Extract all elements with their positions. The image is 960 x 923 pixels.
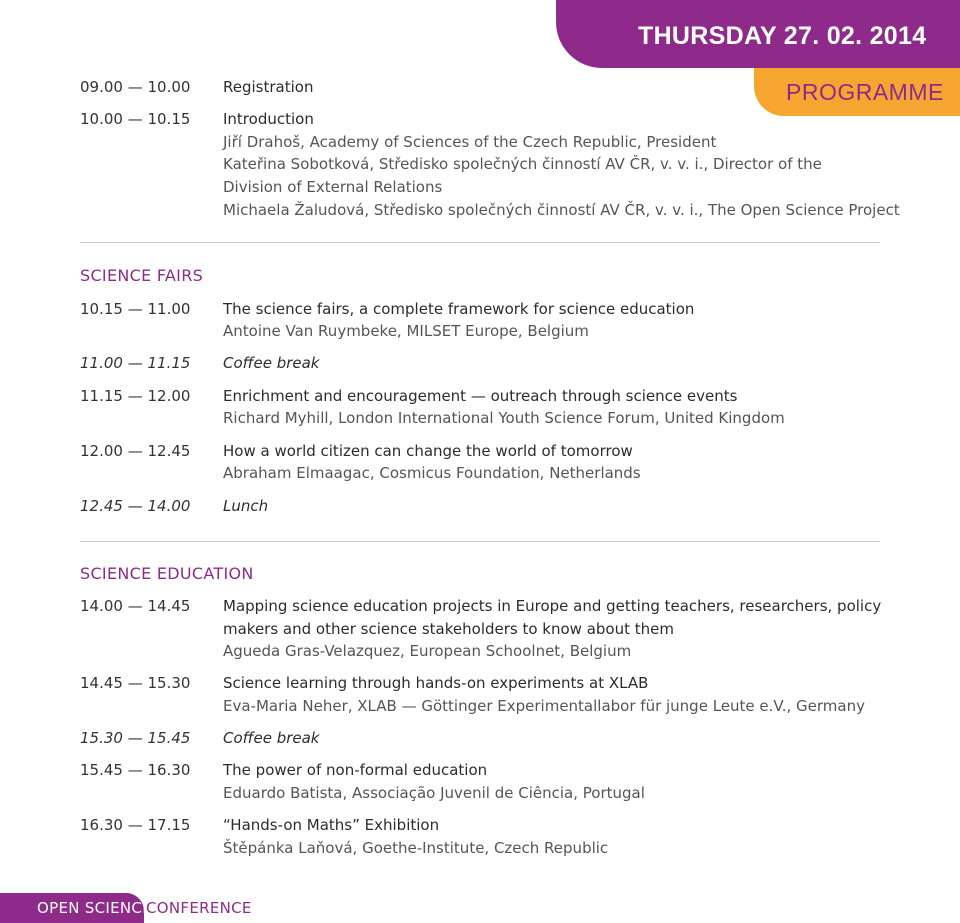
entry-title: The science fairs, a complete framework for science education <box>223 300 695 318</box>
footer-logo-conference: CONFERENCE <box>146 899 252 917</box>
entry-time: 10.15 — 11.00 <box>80 300 191 318</box>
entry-speaker: Antoine Van Ruymbeke, MILSET Europe, Belgium <box>223 322 589 340</box>
entry-title: Introduction <box>223 110 314 128</box>
speaker-line: Division of External Relations <box>223 178 443 196</box>
section-heading-science-fairs: SCIENCE FAIRS <box>80 266 204 285</box>
speaker-line: Jiří Drahoš, Academy of Sciences of the Czech Republic, President <box>223 133 717 151</box>
entry-title-continued: makers and other science stakeholders to know about them <box>223 620 674 638</box>
section-heading-science-education: SCIENCE EDUCATION <box>80 564 254 583</box>
entry-title: Coffee break <box>223 729 320 747</box>
entry-title: How a world citizen can change the world of tomorrow <box>223 442 633 460</box>
entry-time: 15.45 — 16.30 <box>80 761 191 779</box>
entry-title: Mapping science education projects in Europe and getting teachers, researchers, policy <box>223 597 882 615</box>
entry-title: Science learning through hands-on experiments at XLAB <box>223 674 649 692</box>
entry-time: 09.00 — 10.00 <box>80 78 191 96</box>
entry-time: 10.00 — 10.15 <box>80 110 191 128</box>
entry-title: The power of non-formal education <box>223 761 488 779</box>
entry-time: 14.45 — 15.30 <box>80 674 191 692</box>
entry-speaker: Štěpánka Laňová, Goethe-Institute, Czech Republic <box>223 839 609 857</box>
entry-title: “Hands-on Maths” Exhibition <box>223 816 440 834</box>
entry-title: Lunch <box>223 497 269 515</box>
entry-time: 11.15 — 12.00 <box>80 387 191 405</box>
entry-time: 11.00 — 11.15 <box>80 354 191 372</box>
speaker-line: Kateřina Sobotková, Středisko společných činností AV ČR, v. v. i., Director of the <box>223 155 822 173</box>
speaker-line: Michaela Žaludová, Středisko společných činností AV ČR, v. v. i., The Open Science Project <box>223 201 900 219</box>
entry-speaker: Abraham Elmaagac, Cosmicus Foundation, Netherlands <box>223 464 641 482</box>
entry-title: Coffee break <box>223 354 320 372</box>
entry-time: 14.00 — 14.45 <box>80 597 191 615</box>
entry-title: Enrichment and encouragement — outreach through science events <box>223 387 738 405</box>
programme-label: PROGRAMME <box>786 79 944 105</box>
entry-time: 12.00 — 12.45 <box>80 442 191 460</box>
entry-speaker: Eduardo Batista, Associação Juvenil de Ciência, Portugal <box>223 784 645 802</box>
entry-speaker: Agueda Gras-Velazquez, European Schoolnet, Belgium <box>223 642 632 660</box>
entry-title: Registration <box>223 78 314 96</box>
event-date: THURSDAY 27. 02. 2014 <box>638 22 927 50</box>
entry-time: 12.45 — 14.00 <box>80 497 191 515</box>
entry-time: 16.30 — 17.15 <box>80 816 191 834</box>
entry-time: 15.30 — 15.45 <box>80 729 191 747</box>
footer-logo-open-science: OPEN SCIENCE <box>37 899 152 917</box>
entry-speaker: Richard Myhill, London International Youth Science Forum, United Kingdom <box>223 409 785 427</box>
entry-speaker: Eva-Maria Neher, XLAB — Göttinger Experimentallabor für junge Leute e.V., Germany <box>223 697 865 715</box>
section-divider <box>80 541 880 542</box>
section-divider <box>80 242 880 243</box>
